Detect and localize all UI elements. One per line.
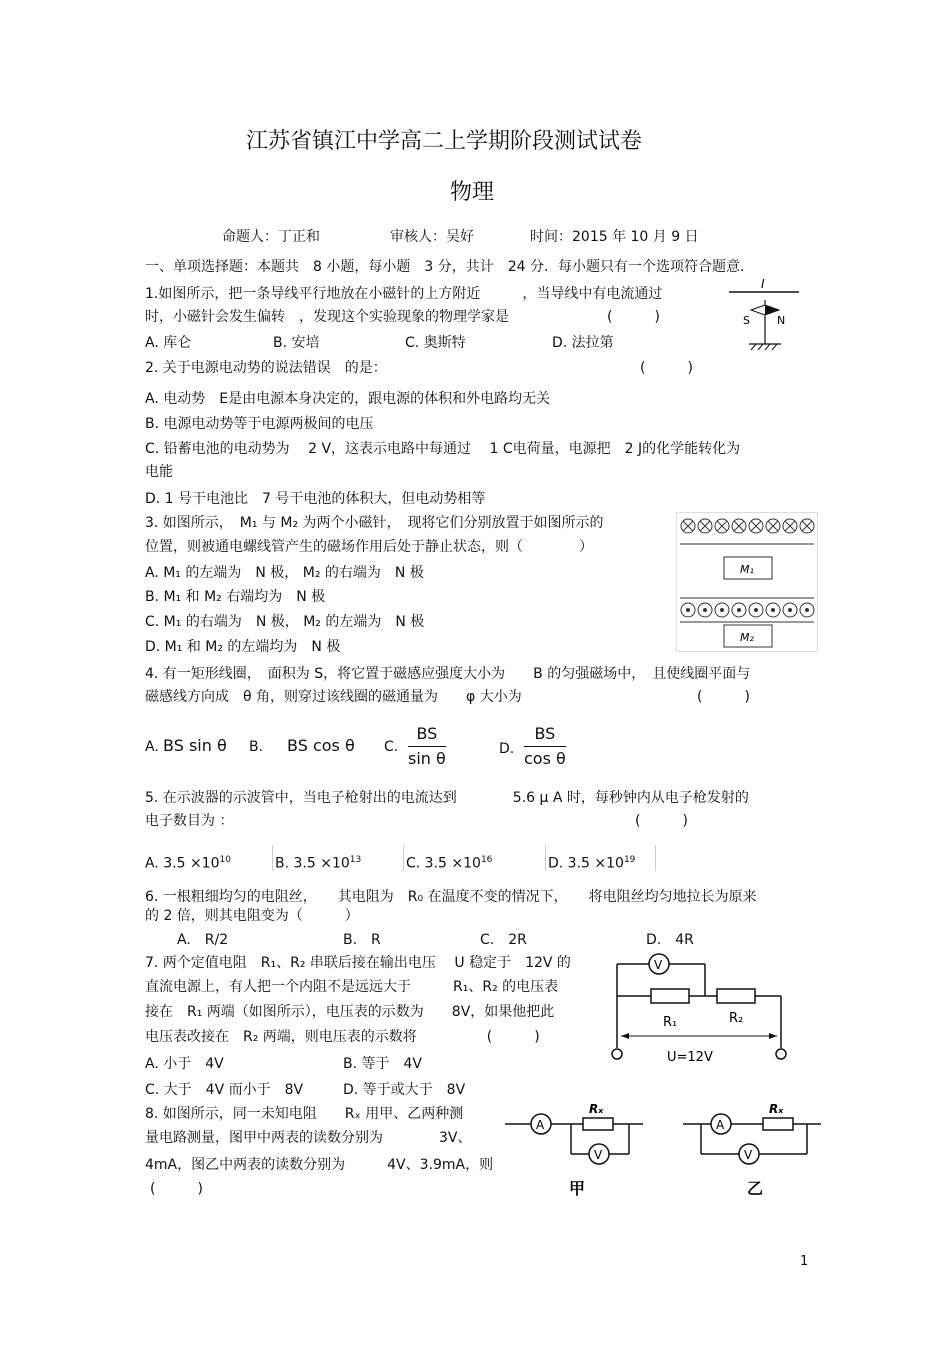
q5-stem-line1: 5. 在示波器的示波管中，当电子枪射出的电流达到 5.6 μ A 时，每秒钟内从电子枪发射的: [145, 790, 749, 806]
source-voltage-label: U=12V: [667, 1050, 713, 1065]
q1-option-a: A. 库仑: [145, 335, 192, 351]
q7-option-a: A. 小于 4V: [145, 1056, 224, 1072]
q3-stem-line2: 位置，则被通电螺线管产生的磁场作用后处于静止状态，则（ ）: [145, 539, 593, 555]
q2-option-c-line1: C. 铅蓄电池的电动势为 2 V，这表示电路中每通过 1 C电荷量，电源把 2 J的化学能转化为: [145, 441, 741, 457]
dot-mark: [805, 608, 809, 612]
current-into-page-row: [681, 519, 814, 533]
resistor-r1: [651, 989, 689, 1003]
q5-option-d-text: D. 3.5 ×10: [548, 855, 624, 872]
q4-option-c-denominator: sin θ: [408, 749, 446, 768]
q1-option-d: D. 法拉第: [552, 335, 614, 351]
q4-option-d-denominator: cos θ: [524, 749, 566, 768]
q5-divider-3: [545, 845, 546, 871]
magnet-m2-label: M₂: [740, 631, 754, 644]
compass-wire-figure: [725, 278, 805, 353]
q6-option-c: C. 2R: [480, 932, 527, 948]
q8-stem-line1: 8. 如图所示，同一未知电阻 Rₓ 用甲、乙两种测: [145, 1106, 464, 1122]
q3-option-c: C. M₁ 的右端为 N 极， M₂ 的左端为 N 极: [145, 614, 425, 630]
q6-option-d: D. 4R: [646, 932, 694, 948]
q4-option-d-fraction: [524, 724, 566, 769]
q5-option-c-text: C. 3.5 ×10: [406, 855, 481, 872]
solenoid-figure: [676, 512, 818, 652]
series-resistor-circuit: [605, 948, 795, 1066]
arrow-right-head: [769, 1033, 777, 1039]
q5-option-b: [275, 851, 361, 873]
voltmeter-label: V: [744, 1148, 753, 1162]
q6-stem-line2: 的 2 倍，则其电阻变为（ ）: [145, 908, 359, 924]
ground-hatch: [751, 344, 777, 350]
q7-option-d: D. 等于或大于 8V: [343, 1082, 466, 1098]
q1-stem-line1: 1.如图所示，把一条导线平行地放在小磁针的上方附近 ，当导线中有电流通过: [145, 286, 663, 302]
q5-option-d: [548, 851, 635, 873]
q7-stem-line3: 接在 R₁ 两端（如图所示），电压表的示数为 8V，如果他把此: [145, 1004, 555, 1020]
q1-option-b: B. 安培: [273, 335, 320, 351]
q7-option-c: C. 大于 4V 而小于 8V: [145, 1082, 304, 1098]
q5-divider-4: [655, 845, 656, 871]
page-title: 江苏省镇江中学高二上学期阶段测试试卷: [246, 129, 643, 154]
q4-option-c-fraction: [408, 724, 446, 769]
q4-option-c-numerator: BS: [408, 724, 446, 747]
q4-option-a-label: A.: [145, 739, 159, 755]
south-label: S: [743, 314, 750, 327]
q2-option-b: B. 电源电动势等于电源两极间的电压: [145, 416, 374, 432]
exam-meta: 命题人：丁正和 审核人：吴好 时间：2015 年 10 月 9 日: [222, 229, 699, 245]
q7-stem-line2: 直流电源上，有人把一个内阻不是远远大于 R₁、R₂ 的电压表: [145, 979, 559, 995]
q5-divider-2: [403, 845, 404, 871]
current-label: I: [761, 278, 765, 291]
q7-stem-line4: 电压表改接在 R₂ 两端，则电压表的示数将 ( ): [145, 1029, 540, 1045]
q4-option-b: BS cos θ: [287, 736, 355, 755]
q4-option-c-label: C.: [384, 739, 399, 755]
q5-option-a-exponent: 10: [219, 855, 231, 865]
q2-option-d: D. 1 号干电池比 7 号干电池的体积大，但电动势相等: [145, 491, 486, 507]
q2-option-c-line2: 电能: [145, 464, 173, 480]
circuit-jia-figure: [505, 1098, 645, 1203]
q6-option-b: B. R: [343, 932, 381, 948]
circuit-yi-figure: [683, 1098, 823, 1203]
q5-stem-line2: 电子数目为 ：: [145, 813, 234, 829]
q1-stem-line2: 时，小磁针会发生偏转 ，发现这个实验现象的物理学家是 ( ): [145, 309, 660, 325]
q6-stem-line1: 6. 一根粗细均匀的电阻丝， 其电阻为 R₀ 在温度不变的情况下， 将电阻丝均匀地拉长为原来: [145, 889, 757, 905]
dot-mark: [737, 608, 741, 612]
q4-answer-paren: ( ): [697, 689, 750, 705]
r1-label: R₁: [663, 1015, 678, 1030]
q7-option-b: B. 等于 4V: [343, 1056, 422, 1072]
r2-label: R₂: [729, 1011, 744, 1026]
q5-divider-1: [272, 845, 273, 871]
q4-option-d-label: D.: [499, 741, 515, 757]
dot-mark: [788, 608, 792, 612]
q4-option-b-label: B.: [249, 739, 264, 755]
q5-option-d-exponent: 19: [623, 855, 636, 865]
q3-stem-line1: 3. 如图所示， M₁ 与 M₂ 为两个小磁针， 现将它们分别放置于如图所示的: [145, 515, 604, 531]
dot-mark: [771, 608, 775, 612]
page-number: 1: [800, 1254, 809, 1269]
q5-option-a-text: A. 3.5 ×10: [145, 855, 220, 872]
rx-label: Rₓ: [589, 1102, 604, 1116]
q6-option-a: A. R/2: [177, 932, 229, 948]
arrow-left-head: [621, 1033, 629, 1039]
q4-stem-line2: 磁感线方向成 θ 角，则穿过该线圈的磁通量为 φ 大小为: [145, 689, 522, 705]
q5-option-c-exponent: 16: [480, 855, 493, 865]
q8-stem-line3: 4mA，图乙中两表的读数分别为 4V、3.9mA，则: [145, 1157, 494, 1173]
ammeter-label: A: [536, 1118, 545, 1132]
dot-mark: [720, 608, 724, 612]
resistor-r2: [717, 989, 755, 1003]
q1-option-c: C. 奥斯特: [405, 335, 466, 351]
circuit-jia-label: 甲: [569, 1179, 586, 1198]
voltmeter-label: V: [654, 958, 663, 972]
circuit-yi-label: 乙: [747, 1179, 764, 1198]
north-label: N: [777, 314, 786, 327]
q4-stem-line1: 4. 有一矩形线圈， 面积为 S，将它置于磁感应强度大小为 B 的匀强磁场中， 且使线圈平面与: [145, 666, 751, 682]
q3-option-b: B. M₁ 和 M₂ 右端均为 N 极: [145, 589, 326, 605]
q5-option-c: [406, 851, 492, 873]
resistor-rx: [763, 1118, 793, 1130]
q8-answer-paren: ( ): [150, 1181, 203, 1197]
rx-label: Rₓ: [769, 1102, 784, 1116]
q5-answer-paren: ( ): [635, 813, 688, 829]
q5-option-a: [145, 851, 231, 873]
dot-mark: [686, 608, 690, 612]
q8-stem-line2: 量电路测量，图甲中两表的读数分别为 3V、: [145, 1130, 472, 1146]
q2-stem: 2. 关于电源电动势的说法错误 的是：: [145, 360, 387, 376]
q4-option-a: BS sin θ: [163, 736, 227, 755]
terminal-left: [612, 1049, 622, 1059]
q4-option-d-numerator: BS: [524, 724, 566, 747]
voltmeter-label: V: [594, 1148, 603, 1162]
current-out-of-page-row: [681, 603, 814, 617]
q5-option-b-text: B. 3.5 ×10: [275, 855, 350, 872]
terminal-right: [776, 1049, 786, 1059]
dot-mark: [703, 608, 707, 612]
q3-option-a: A. M₁ 的左端为 N 极， M₂ 的右端为 N 极: [145, 565, 424, 581]
q7-stem-line1: 7. 两个定值电阻 R₁、R₂ 串联后接在输出电压 U 稳定于 12V 的: [145, 955, 571, 971]
ammeter-label: A: [716, 1118, 725, 1132]
resistor-rx: [583, 1118, 613, 1130]
q2-answer-paren: ( ): [640, 360, 693, 376]
section-heading: 一、单项选择题：本题共 8 小题，每小题 3 分，共计 24 分．每小题只有一个选项符合题意．: [145, 259, 754, 275]
subject-title: 物理: [450, 180, 495, 205]
q5-option-b-exponent: 13: [349, 855, 362, 865]
q2-option-a: A. 电动势 E是由电源本身决定的，跟电源的体积和外电路均无关: [145, 391, 551, 407]
q3-option-d: D. M₁ 和 M₂ 的左端均为 N 极: [145, 639, 341, 655]
magnet-m1-label: M₁: [740, 563, 754, 576]
dot-mark: [754, 608, 758, 612]
